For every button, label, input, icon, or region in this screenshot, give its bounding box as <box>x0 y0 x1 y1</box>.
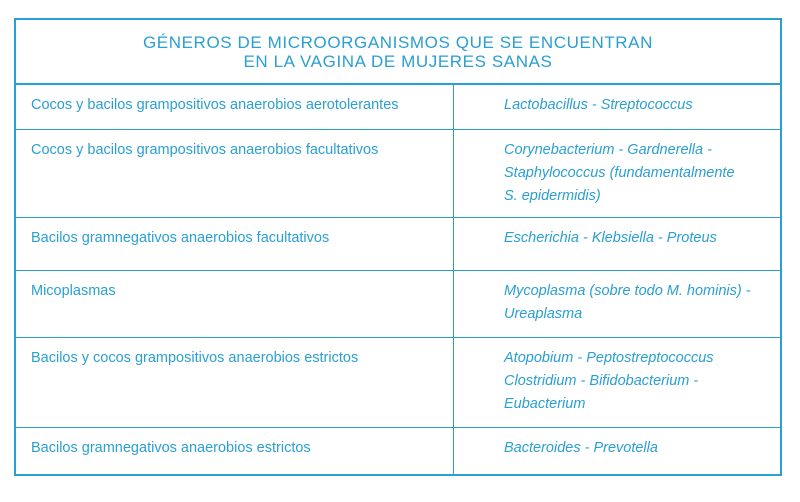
genera-line: Clostridium - Bifidobacterium - <box>504 373 699 389</box>
table-row <box>16 338 780 428</box>
genera-line: Mycoplasma (sobre todo M. hominis) - <box>504 283 751 299</box>
table-row <box>16 428 780 475</box>
genera-line: Corynebacterium - Gardnerella - <box>504 142 712 158</box>
genera-line: Ureaplasma <box>504 306 583 322</box>
table-row <box>16 218 780 271</box>
genera-line: Staphylococcus (fundamentalmente <box>504 165 735 181</box>
category-cell: Bacilos gramnegativos anaerobios facultativos <box>16 218 454 270</box>
genera-cell <box>454 428 780 475</box>
genera-cell <box>454 130 780 217</box>
genera-line: Eubacterium <box>504 396 586 412</box>
genera-cell <box>454 271 780 337</box>
category-cell: Micoplasmas <box>16 271 454 337</box>
table-title <box>16 20 780 85</box>
genera-line: Bacteroides - Prevotella <box>504 440 658 456</box>
category-cell: Cocos y bacilos grampositivos anaerobios facultativos <box>16 130 454 217</box>
table-row <box>16 271 780 338</box>
genera-line: S. epidermidis) <box>504 188 601 204</box>
microorganisms-table <box>14 18 782 476</box>
table-body <box>16 85 780 475</box>
genera-cell <box>454 218 780 270</box>
table-title-line-2: EN LA VAGINA DE MUJERES SANAS <box>243 51 553 71</box>
genera-line: Lactobacillus - Streptococcus <box>504 97 693 113</box>
category-cell: Bacilos y cocos grampositivos anaerobios estrictos <box>16 338 454 427</box>
genera-cell <box>454 338 780 427</box>
genera-cell <box>454 85 780 129</box>
category-cell: Bacilos gramnegativos anaerobios estrictos <box>16 428 454 475</box>
genera-line: Atopobium - Peptostreptococcus <box>504 350 714 366</box>
table-title-line-1: GÉNEROS DE MICROORGANISMOS QUE SE ENCUENTRAN <box>142 32 653 52</box>
category-cell: Cocos y bacilos grampositivos anaerobios aerotolerantes <box>16 85 454 129</box>
genera-line: Escherichia - Klebsiella - Proteus <box>504 230 717 246</box>
table-row <box>16 130 780 218</box>
table-row <box>16 85 780 130</box>
